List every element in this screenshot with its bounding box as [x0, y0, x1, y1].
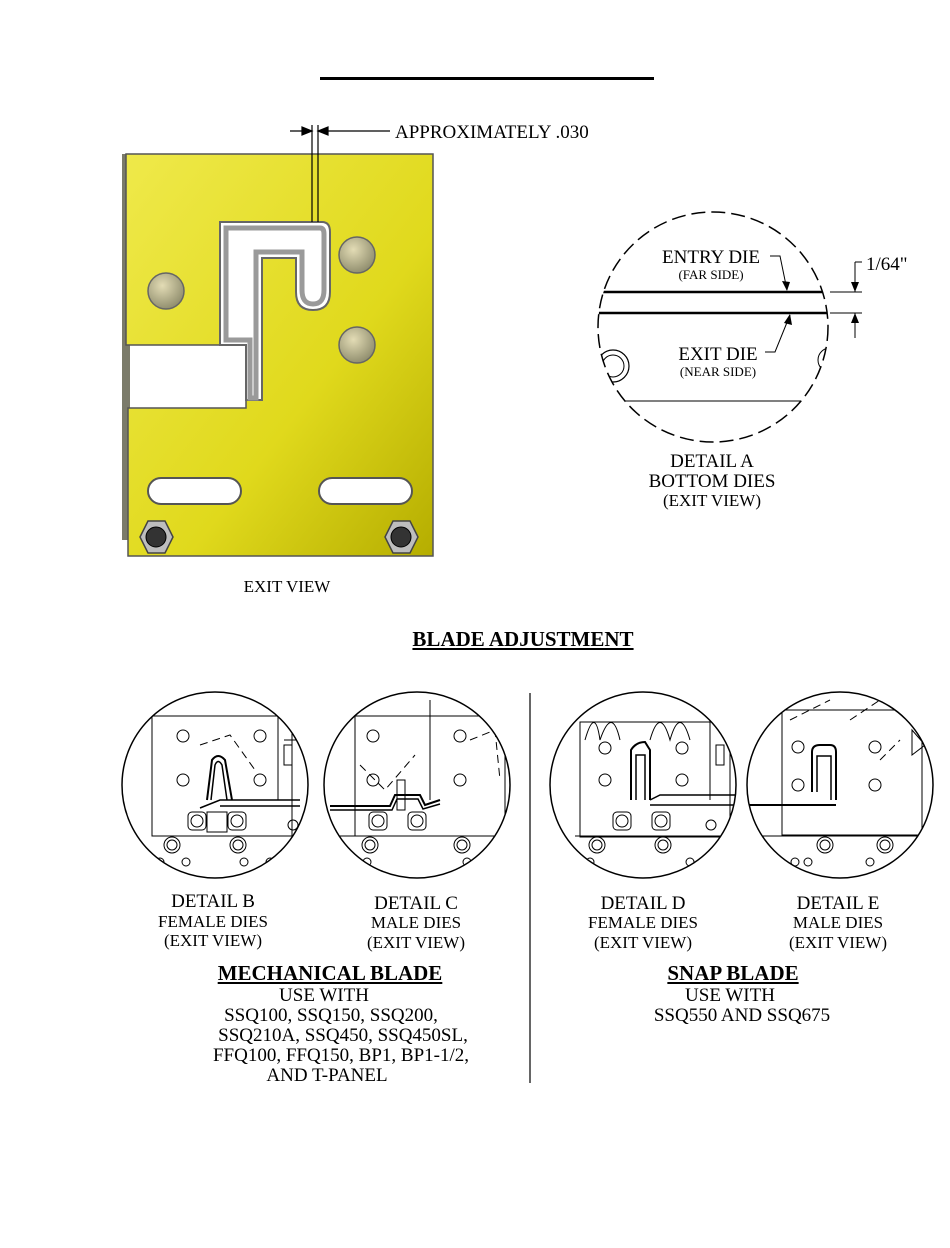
- detail-c-view-label: (EXIT VIEW): [366, 933, 466, 952]
- snap-line-1: USE WITH: [685, 985, 775, 1006]
- detail-d-view: [550, 692, 736, 878]
- detail-b-title: DETAIL B: [171, 891, 255, 912]
- detail-c-title: DETAIL C: [374, 893, 458, 914]
- gap-dimension-label: 1/64": [866, 254, 908, 275]
- mechanical-line-1: USE WITH: [279, 985, 369, 1006]
- dimension-label: APPROXIMATELY .030: [395, 122, 589, 143]
- snap-line-2: SSQ550 AND SSQ675: [653, 1005, 831, 1026]
- detail-a-title: DETAIL A: [670, 451, 754, 472]
- detail-e-view: [745, 692, 935, 878]
- entry-die-label: ENTRY DIE: [662, 247, 760, 268]
- detail-b-subtitle: FEMALE DIES: [157, 912, 269, 931]
- mechanical-line-2: SSQ100, SSQ150, SSQ200,: [224, 1005, 438, 1026]
- detail-b-view-label: (EXIT VIEW): [163, 931, 263, 950]
- detail-b-view: [122, 692, 308, 878]
- detail-c-view: [324, 692, 510, 878]
- top-view-caption: EXIT VIEW: [243, 577, 331, 596]
- mechanical-line-4: FFQ100, FFQ150, BP1, BP1-1/2,: [212, 1045, 470, 1066]
- entry-die-side: (FAR SIDE): [678, 267, 744, 282]
- detail-e-subtitle: MALE DIES: [792, 913, 884, 932]
- detail-d-view-label: (EXIT VIEW): [593, 933, 693, 952]
- detail-a-view-label: (EXIT VIEW): [662, 491, 762, 510]
- detail-e-view-label: (EXIT VIEW): [788, 933, 888, 952]
- section-title: BLADE ADJUSTMENT: [412, 627, 634, 651]
- exit-die-label: EXIT DIE: [678, 344, 758, 365]
- die-plate: [122, 154, 433, 556]
- exit-die-side: (NEAR SIDE): [679, 364, 757, 379]
- mechanical-line-5: AND T-PANEL: [266, 1065, 388, 1086]
- detail-d-subtitle: FEMALE DIES: [587, 913, 699, 932]
- snap-blade-heading: SNAP BLADE: [667, 961, 799, 985]
- detail-a-subtitle: BOTTOM DIES: [648, 471, 776, 492]
- mechanical-blade-heading: MECHANICAL BLADE: [217, 961, 443, 985]
- mechanical-line-3: SSQ210A, SSQ450, SSQ450SL,: [218, 1025, 468, 1046]
- detail-d-title: DETAIL D: [600, 893, 686, 914]
- detail-c-subtitle: MALE DIES: [370, 913, 462, 932]
- detail-e-title: DETAIL E: [796, 893, 880, 914]
